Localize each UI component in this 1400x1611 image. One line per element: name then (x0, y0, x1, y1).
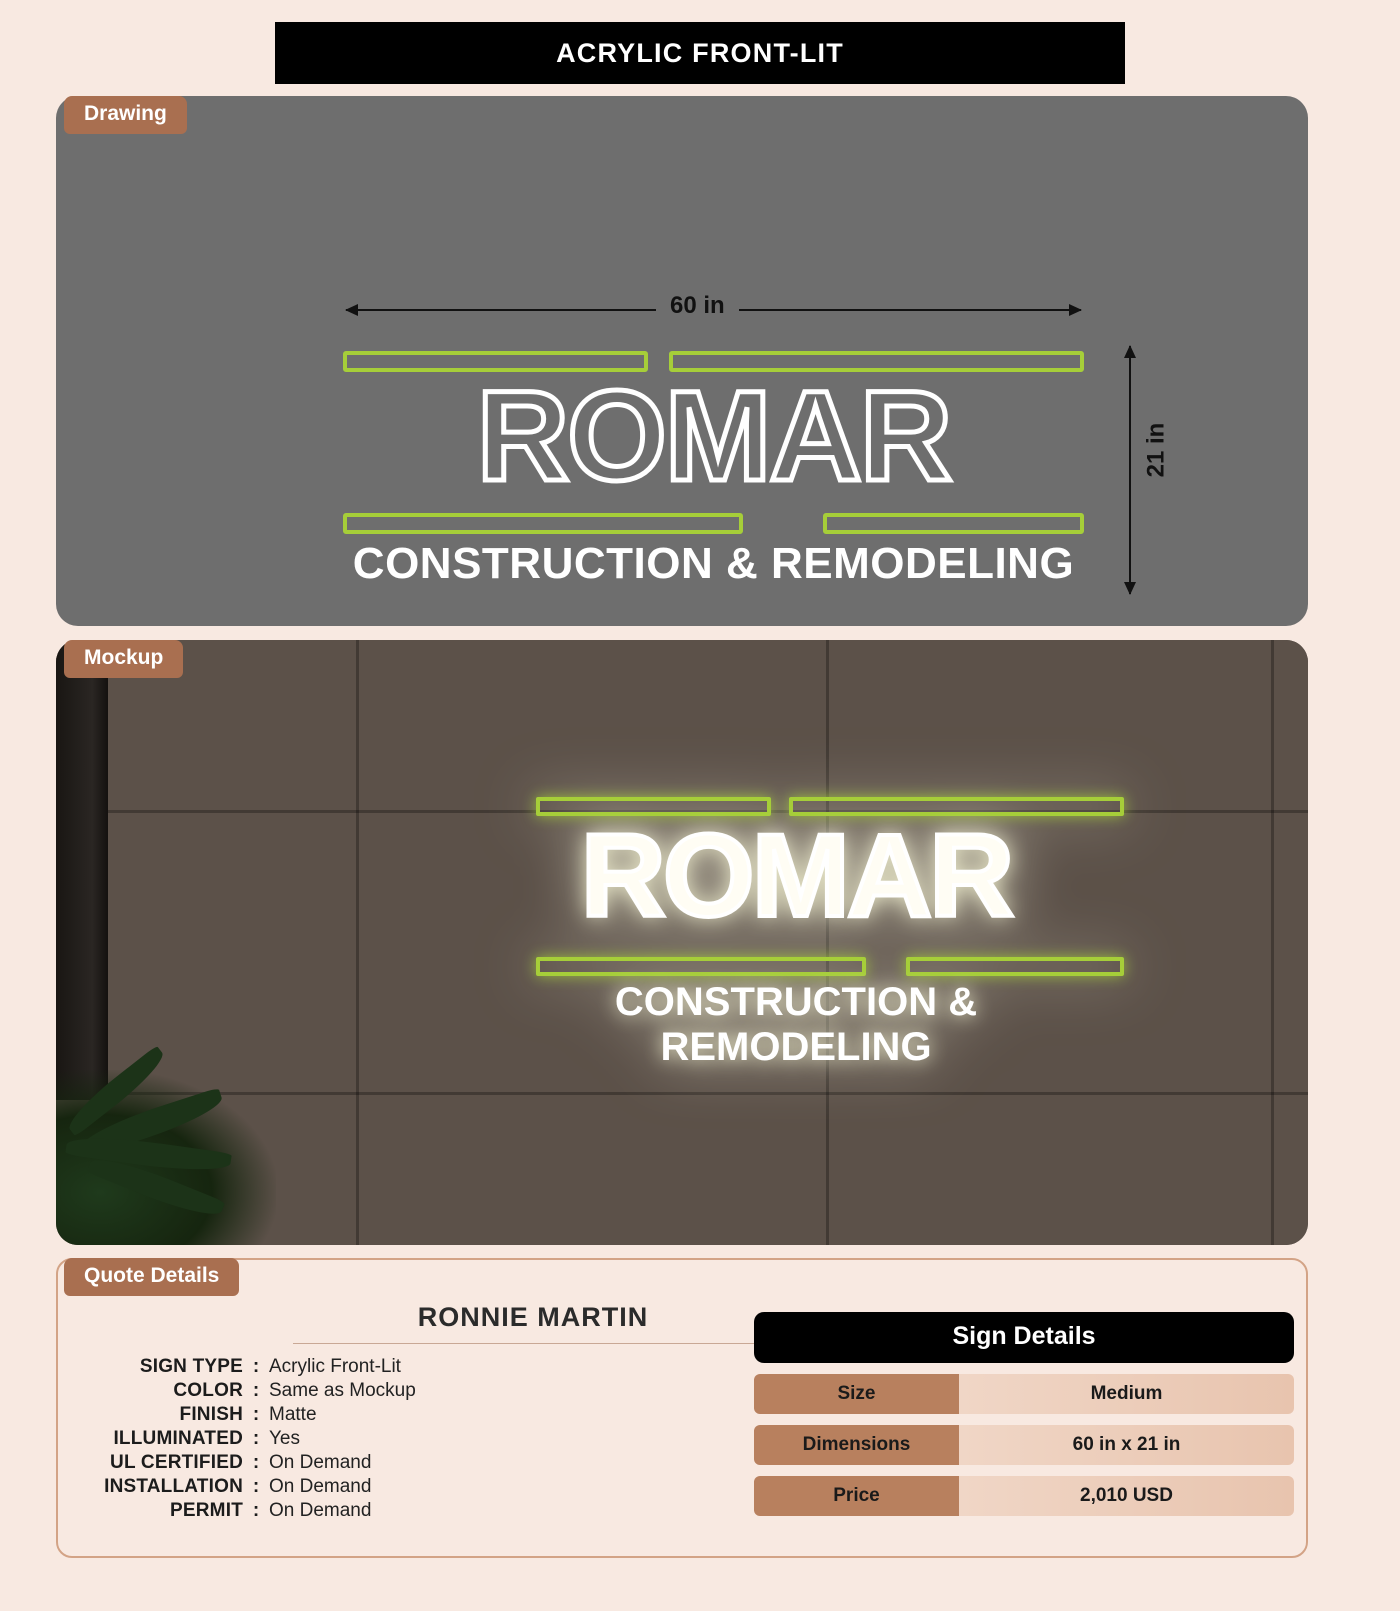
spec-value: On Demand (269, 1476, 372, 1497)
sign-detail-row (754, 1374, 1294, 1414)
spec-label: SIGN TYPE (139, 1356, 243, 1377)
spec-value: Matte (269, 1404, 317, 1425)
spec-colon: : (252, 1356, 260, 1377)
spec-colon: : (252, 1452, 260, 1473)
spec-row (68, 1452, 768, 1476)
spec-value: On Demand (269, 1452, 372, 1473)
sign-details-rows (754, 1374, 1294, 1516)
wall-seam (1271, 640, 1274, 1245)
sign-detail-value: 2,010 USD (959, 1476, 1294, 1516)
logo-subtitle: CONSTRUCTION & REMODELING (352, 539, 1075, 588)
mockup-wordmark: ROMAR (580, 810, 1012, 942)
sign-details-title: Sign Details (754, 1312, 1294, 1363)
spec-label: PERMIT (170, 1500, 243, 1521)
spec-value: Same as Mockup (269, 1380, 416, 1401)
logo-bar-bottom-left (343, 513, 743, 534)
height-dimension-line (1129, 346, 1131, 594)
sign-detail-row (754, 1476, 1294, 1516)
spec-label: UL CERTIFIED (110, 1452, 243, 1473)
spec-row (68, 1404, 768, 1428)
spec-colon: : (252, 1500, 260, 1521)
spec-colon: : (252, 1380, 260, 1401)
client-name: RONNIE MARTIN (293, 1302, 773, 1344)
sign-details-card (754, 1312, 1294, 1516)
spec-label: ILLUMINATED (113, 1428, 243, 1449)
mockup-bar-bottom-left (536, 957, 866, 976)
spec-colon: : (252, 1428, 260, 1449)
spec-colon: : (252, 1404, 260, 1425)
spec-row (68, 1476, 768, 1500)
spec-row (68, 1500, 768, 1524)
mockup-subtitle: CONSTRUCTION & REMODELING (614, 980, 978, 1069)
door-edge (56, 640, 108, 1100)
sign-detail-value: Medium (959, 1374, 1294, 1414)
drawing-canvas (56, 96, 1308, 626)
header-bar (275, 22, 1125, 84)
drawing-panel (56, 96, 1308, 626)
mockup-panel (56, 640, 1308, 1245)
mockup-bar-bottom-right (906, 957, 1124, 976)
quote-details-panel (56, 1258, 1308, 1558)
spec-row (68, 1380, 768, 1404)
height-dimension-label: 21 in (1142, 413, 1170, 488)
sign-detail-key: Price (754, 1476, 959, 1516)
spec-label: INSTALLATION (104, 1476, 243, 1497)
sign-detail-key: Dimensions (754, 1425, 959, 1465)
logo-bar-bottom-right (823, 513, 1084, 534)
spec-value: On Demand (269, 1500, 372, 1521)
drawing-logo (341, 341, 1086, 606)
drawing-tab-label: Drawing (64, 96, 187, 134)
width-dimension-label: 60 in (656, 292, 739, 320)
sign-detail-row (754, 1425, 1294, 1465)
sign-detail-value: 60 in x 21 in (959, 1425, 1294, 1465)
mockup-logo (476, 785, 1116, 1069)
plant-decoration (56, 1070, 276, 1245)
spec-list (68, 1356, 768, 1524)
wall-seam (356, 640, 359, 1245)
spec-label: FINISH (179, 1404, 243, 1425)
logo-wordmark: ROMAR (476, 365, 951, 508)
sign-detail-key: Size (754, 1374, 959, 1414)
spec-value: Acrylic Front-Lit (269, 1356, 401, 1377)
spec-row (68, 1428, 768, 1452)
spec-value: Yes (269, 1428, 300, 1449)
spec-colon: : (252, 1476, 260, 1497)
spec-label: COLOR (173, 1380, 243, 1401)
mockup-tab-label: Mockup (64, 640, 183, 678)
page-title: ACRYLIC FRONT-LIT (556, 37, 844, 68)
spec-row (68, 1356, 768, 1380)
quote-tab-label: Quote Details (64, 1258, 239, 1296)
